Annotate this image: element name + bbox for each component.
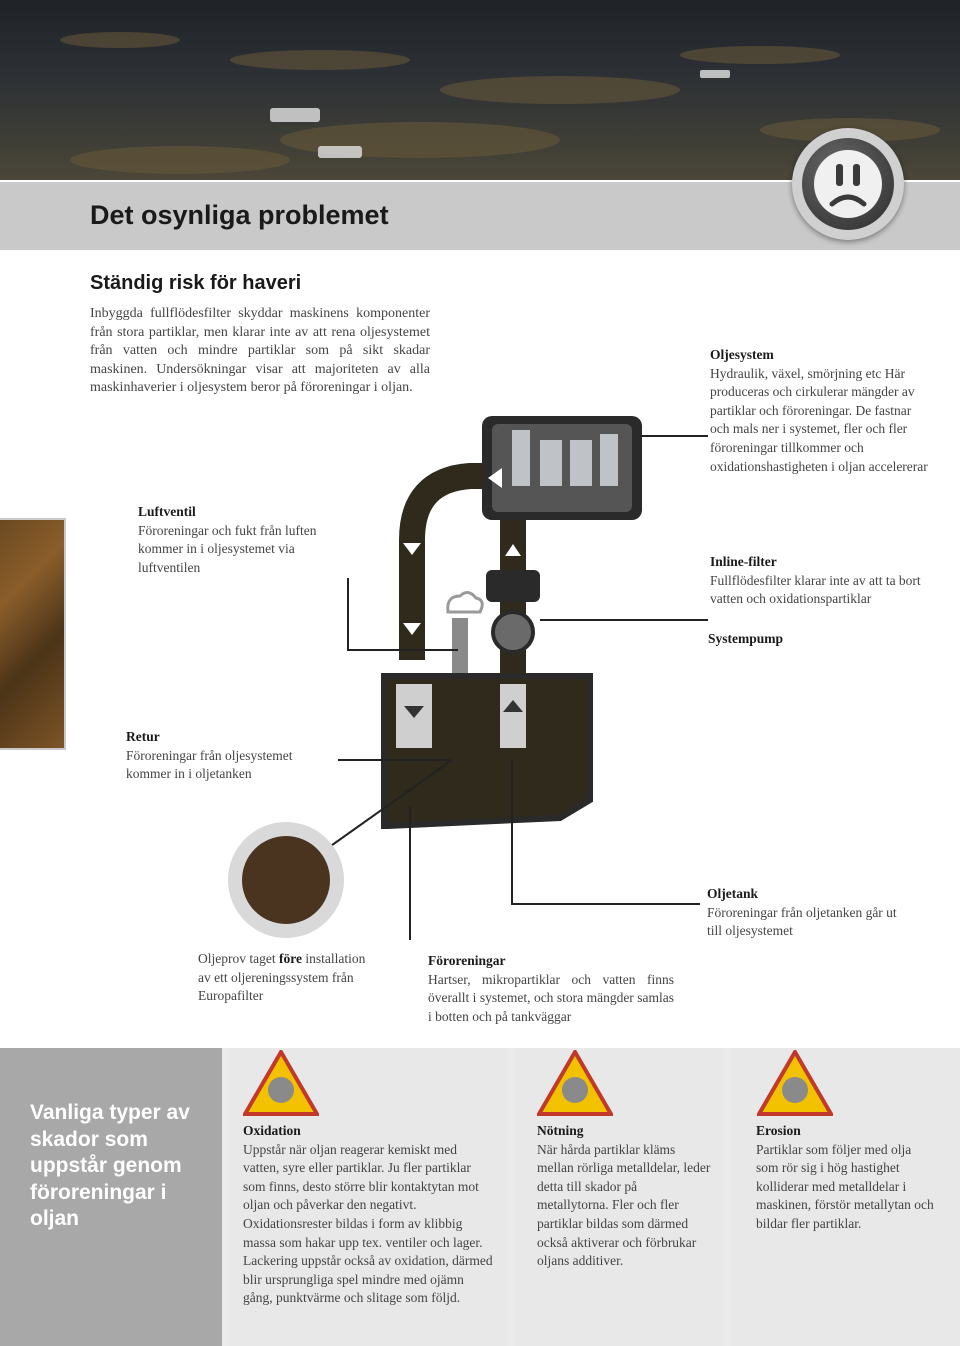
label-oljetank: Oljetank Föroreningar från oljetanken går ut till oljesystemet xyxy=(707,886,897,939)
label-retur: Retur Föroreningar från oljesystemet kommer in i oljetanken xyxy=(126,729,293,782)
page-title: Det osynliga problemet xyxy=(90,200,389,230)
label-oljesystem: Oljesystem Hydraulik, växel, smörjning etc Här produceras och cirkulerar mängder av partiklar och föroreningar. De fastnar och mals ner i systemet, fler och fler föroreningar tillkommer och oxidationshastigheten i oljan accelererar xyxy=(710,347,928,474)
damage-types-heading: Vanliga typer av skador som uppstår genom föroreningar i oljan xyxy=(30,1101,190,1230)
return-pipe xyxy=(412,476,484,660)
inline-filter xyxy=(486,570,540,602)
intro-text: Inbyggda fullflödesfilter skyddar maskinens komponenter från stora partiklar, men klarar inte av att rena oljesystemet från vatten och mindre partiklar som på sikt skadar maskinen. Undersökningar visar att majoriteten av alla maskinhaverier i oljesystem beror på föroreningar i oljan. xyxy=(90,306,430,396)
label-fororeningar: Föroreningar Hartser, mikropartiklar och vatten finns överallt i systemet, och stora mängder samlas i botten och på tankväggar xyxy=(428,953,674,1024)
damage-notning xyxy=(537,1122,712,1271)
damage-title: Oxidation xyxy=(243,1123,301,1138)
damage-erosion xyxy=(756,1122,936,1234)
label-inline-filter: Inline-filter Fullflödesfilter klarar inte av att ta bort vatten och oxidationspartiklar xyxy=(710,554,921,607)
damage-text: Uppstår när oljan reagerar kemiskt med vatten, syre eller partiklar. Ju fler partiklar som finns, desto större blir kontaktytan mot oljan och påverkar den negativt. Oxidationsrester bildas i form av klibbig massa som hakar upp tex. ventiler och lager. Lackering uppstår också av oxidation, därmed blir ursprungliga spel mindre med ojämn gång, punktvärme och slitage som följd. xyxy=(243,1141,493,1306)
damage-text: Partiklar som följer med olja som rör sig i hög hastighet kolliderar med metalldelar i maskinen, förstör metallytan och bildar fler partiklar. xyxy=(756,1141,934,1231)
label-systempump: Systempump xyxy=(708,631,784,646)
warning-triangle-icon xyxy=(757,1050,833,1116)
oil-sample xyxy=(242,836,330,924)
label-luftventil: Luftventil Föroreningar och fukt från luften kommer in i oljesystemet via luftventilen xyxy=(138,504,317,575)
damage-title: Nötning xyxy=(537,1123,584,1138)
cloud-icon xyxy=(448,592,483,612)
damage-title: Erosion xyxy=(756,1123,801,1138)
system-pump xyxy=(493,612,533,652)
label-oljeprov: Oljeprov taget före installation av ett oljereningssystem från Europafilter xyxy=(198,951,366,1004)
intro-heading: Ständig risk för haveri xyxy=(90,272,302,294)
damage-text: När hårda partiklar kläms mellan rörliga metalldelar, leder detta till skador på metallytorna. Fler och fler partiklar bildas som därmed också aktiverar och förbrukar oljans additiver. xyxy=(537,1141,711,1269)
damage-oxidation xyxy=(243,1122,493,1308)
warning-triangle-icon xyxy=(243,1050,319,1116)
warning-triangle-icon xyxy=(537,1050,613,1116)
